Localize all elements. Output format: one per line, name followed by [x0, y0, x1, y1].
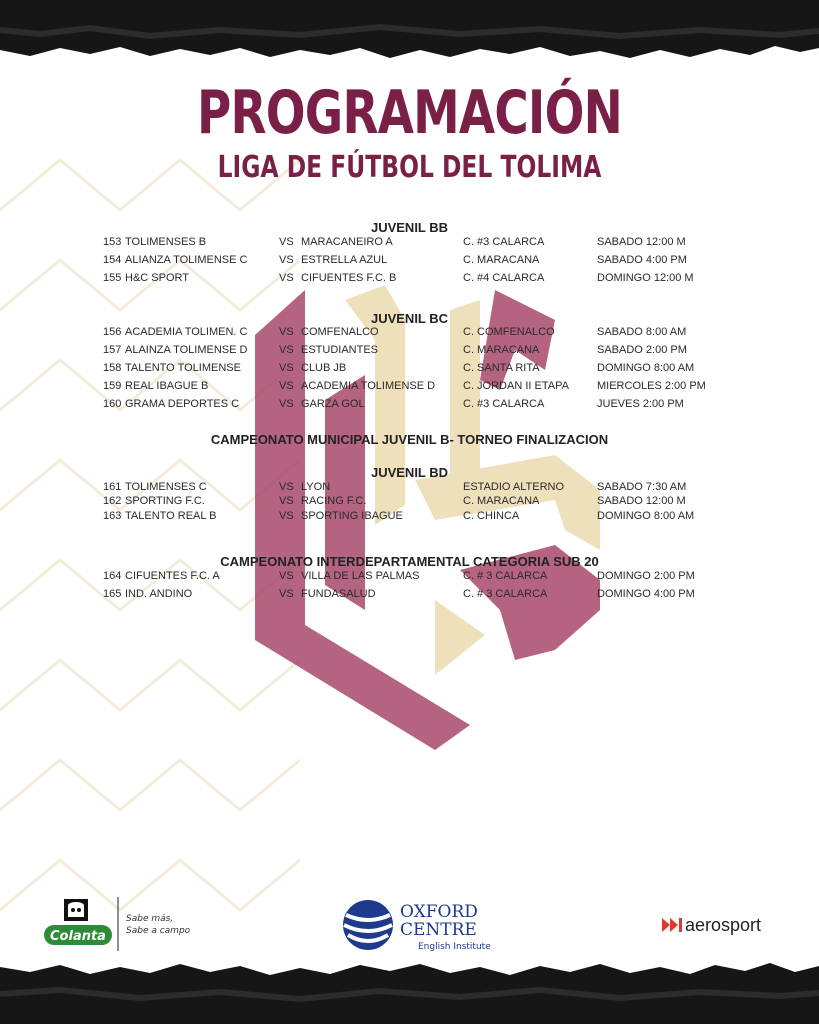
match-vs: VS	[279, 326, 294, 338]
match-vs: VS	[279, 570, 294, 582]
match-vs: VS	[279, 362, 294, 374]
match-num: 165	[103, 588, 122, 600]
match-venue: C. # 3 CALARCA	[463, 588, 548, 600]
match-time: DOMINGO 8:00 AM	[597, 362, 695, 374]
match-home: TALENTO TOLIMENSE	[125, 362, 241, 374]
match-venue: C. SANTA RITA	[463, 362, 540, 374]
match-num: 155	[103, 272, 122, 284]
match-row	[0, 588, 819, 603]
match-num: 162	[103, 495, 122, 507]
match-time: SABADO 12:00 M	[597, 495, 686, 507]
match-away: CIFUENTES F.C. B	[301, 272, 397, 284]
match-vs: VS	[279, 236, 294, 248]
match-num: 158	[103, 362, 122, 374]
page-subtitle: LIGA DE FÚTBOL DEL TOLIMA	[217, 150, 602, 185]
match-venue: ESTADIO ALTERNO	[463, 481, 565, 493]
match-venue: C. #4 CALARCA	[463, 272, 545, 284]
match-home: TOLIMENSES B	[125, 236, 207, 248]
colanta-logo	[40, 893, 200, 955]
section-heading: CAMPEONATO INTERDEPARTAMENTAL CATEGORIA SUB 20	[220, 554, 599, 569]
match-home: CIFUENTES F.C. A	[125, 570, 220, 582]
section-heading: JUVENIL BD	[370, 465, 449, 480]
page-title: PROGRAMACIÓN	[197, 78, 622, 148]
match-row	[0, 236, 819, 251]
oxford-line-3: English Institute	[418, 942, 491, 952]
match-home: H&C SPORT	[125, 272, 189, 284]
match-venue: C. CHINCA	[463, 510, 520, 522]
match-home: ALIANZA TOLIMENSE C	[125, 254, 248, 266]
match-venue: C. # 3 CALARCA	[463, 570, 548, 582]
colanta-slogan-2: Sabe a campo	[126, 926, 191, 936]
match-away: ESTUDIANTES	[301, 344, 379, 356]
match-venue: C. #3 CALARCA	[463, 236, 545, 248]
match-time: SABADO 2:00 PM	[597, 344, 687, 356]
match-away: ESTRELLA AZUL	[301, 254, 388, 266]
match-away: RACING F.C.	[301, 495, 367, 507]
aerosport-logo	[660, 910, 790, 940]
match-away: FUNDASALUD	[301, 588, 376, 600]
match-time: DOMINGO 12:00 M	[597, 272, 694, 284]
colanta-name: Colanta	[50, 929, 106, 944]
match-away: SPORTING IBAGUE	[301, 510, 403, 522]
match-time: DOMINGO 2:00 PM	[597, 570, 695, 582]
match-home: GRAMA DEPORTES C	[125, 398, 240, 410]
match-time: JUEVES 2:00 PM	[597, 398, 684, 410]
match-away: GARZA GOL	[301, 398, 365, 410]
match-away: MARACANEIRO A	[301, 236, 393, 248]
match-time: SABADO 4:00 PM	[597, 254, 687, 266]
match-venue: C. JORDAN II ETAPA	[463, 380, 569, 392]
match-time: DOMINGO 4:00 PM	[597, 588, 695, 600]
match-row	[0, 380, 819, 395]
match-time: SABADO 7:30 AM	[597, 481, 687, 493]
match-time: SABADO 8:00 AM	[597, 326, 687, 338]
match-row	[0, 398, 819, 413]
match-vs: VS	[279, 481, 294, 493]
match-venue: C. #3 CALARCA	[463, 398, 545, 410]
match-vs: VS	[279, 398, 294, 410]
match-away: LYON	[301, 481, 331, 493]
match-row	[0, 326, 819, 341]
match-row	[0, 481, 819, 496]
match-row	[0, 362, 819, 377]
match-vs: VS	[279, 495, 294, 507]
match-vs: VS	[279, 254, 294, 266]
match-num: 160	[103, 398, 122, 410]
match-time: MIERCOLES 2:00 PM	[597, 380, 706, 392]
match-home: ACADEMIA TOLIMEN. C	[125, 326, 248, 338]
match-venue: C. MARACANA	[463, 495, 540, 507]
match-num: 156	[103, 326, 122, 338]
match-num: 163	[103, 510, 122, 522]
match-row	[0, 344, 819, 359]
match-venue: C. MARACANA	[463, 344, 540, 356]
match-away: VILLA DE LAS PALMAS	[301, 570, 420, 582]
match-vs: VS	[279, 588, 294, 600]
section-heading: JUVENIL BC	[370, 311, 449, 326]
match-num: 164	[103, 570, 122, 582]
match-venue: C. COMFENALCO	[463, 326, 555, 338]
aerosport-name: aerosport	[685, 915, 762, 935]
colanta-slogan-1: Sabe más,	[126, 914, 174, 924]
match-row	[0, 495, 819, 510]
match-num: 154	[103, 254, 122, 266]
match-vs: VS	[279, 272, 294, 284]
match-home: TALENTO REAL B	[125, 510, 217, 522]
match-home: SPORTING F.C.	[125, 495, 205, 507]
match-vs: VS	[279, 344, 294, 356]
match-home: IND. ANDINO	[125, 588, 193, 600]
match-row	[0, 510, 819, 525]
match-num: 159	[103, 380, 122, 392]
section-heading: JUVENIL BB	[370, 220, 449, 235]
match-away: COMFENALCO	[301, 326, 379, 338]
match-away: ACADEMIA TOLIMENSE D	[301, 380, 436, 392]
section-heading: CAMPEONATO MUNICIPAL JUVENIL B- TORNEO FINALIZACION	[210, 432, 609, 447]
match-home: REAL IBAGUE B	[125, 380, 209, 392]
match-away: CLUB JB	[301, 362, 347, 374]
match-time: DOMINGO 8:00 AM	[597, 510, 695, 522]
match-row	[0, 272, 819, 287]
match-venue: C. MARACANA	[463, 254, 540, 266]
match-home: TOLIMENSES C	[125, 481, 207, 493]
match-time: SABADO 12:00 M	[597, 236, 686, 248]
match-num: 157	[103, 344, 122, 356]
match-vs: VS	[279, 380, 294, 392]
oxford-centre-logo	[340, 895, 500, 955]
match-vs: VS	[279, 510, 294, 522]
oxford-line-2: CENTRE	[400, 920, 477, 940]
oxford-line-1: OXFORD	[400, 902, 478, 922]
match-home: ALAINZA TOLIMENSE D	[125, 344, 248, 356]
match-num: 161	[103, 481, 122, 493]
match-row	[0, 570, 819, 585]
match-num: 153	[103, 236, 122, 248]
match-row	[0, 254, 819, 269]
